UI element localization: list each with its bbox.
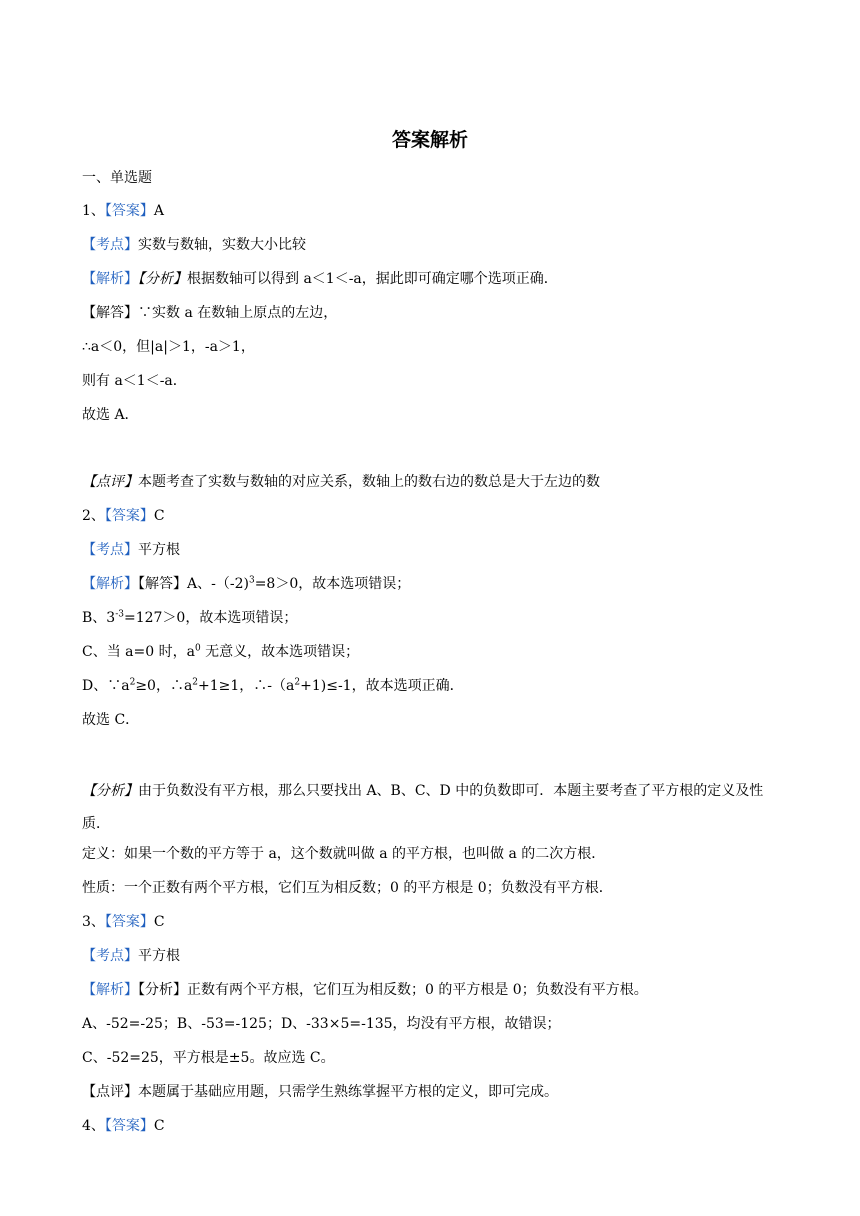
option-d-part-1: D、∵a bbox=[82, 678, 130, 694]
option-b-post: =127＞0，故本选项错误； bbox=[123, 610, 298, 626]
q2-property: 性质：一个正数有两个平方根，它们互为相反数；0 的平方根是 0；负数没有平方根． bbox=[82, 880, 613, 896]
page-title: 答案解析 bbox=[391, 129, 468, 151]
q1-jiexi bbox=[82, 268, 782, 290]
q3-dianping: 【点评】本题属于基础应用题，只需学生熟练掌握平方根的定义，即可完成。 bbox=[82, 1084, 558, 1100]
answer-tag: 【答案】 bbox=[104, 914, 154, 930]
kaodian-tag: 【考点】 bbox=[82, 542, 138, 558]
q3-line-2: C、-52=25，平方根是±5。故应选 C。 bbox=[82, 1050, 335, 1066]
jiexi-tag: 【解析】 bbox=[82, 271, 138, 287]
kaodian-tag: 【考点】 bbox=[82, 237, 138, 253]
option-b-sup: -3 bbox=[115, 609, 124, 620]
fenxi-text: 由于负数没有平方根，那么只要找出 A、B、C、D 中的负数即可．本题主要考查了平方根的定义及性质． bbox=[82, 783, 764, 832]
q4-number: 4、 bbox=[82, 1118, 105, 1134]
option-d-sup-3: 2 bbox=[294, 677, 301, 688]
answer-value: C bbox=[153, 508, 165, 524]
jiexi-tag: 【解析】 bbox=[82, 982, 138, 998]
q1-jieda-line-1: 【解答】∵实数 a 在数轴上原点的左边， bbox=[82, 305, 338, 321]
answer-tag: 【答案】 bbox=[104, 203, 154, 219]
q2-kaodian bbox=[82, 539, 782, 561]
option-d-part-3: +1≥1，∴-（a bbox=[198, 678, 295, 694]
option-d-sup-1: 2 bbox=[129, 677, 136, 688]
q1-answer bbox=[82, 200, 782, 222]
q1-jieda-line-3: 则有 a＜1＜-a． bbox=[82, 373, 187, 389]
dianping-tag: 【点评】 bbox=[82, 474, 138, 490]
q3-line-1: A、-52=-25；B、-53=-125；D、-33×5=-135，均没有平方根，故错误； bbox=[82, 1016, 561, 1032]
q1-number: 1、 bbox=[82, 203, 105, 219]
answer-value: C bbox=[153, 1118, 165, 1134]
answer-value: C bbox=[153, 914, 165, 930]
q1-conclusion: 故选 A． bbox=[82, 407, 139, 423]
option-c-pre: C、当 a=0 时，a bbox=[82, 644, 195, 660]
q2-option-c bbox=[82, 641, 782, 663]
option-c-sup: 0 bbox=[194, 643, 201, 654]
q2-definition: 定义：如果一个数的平方等于 a，这个数就叫做 a 的平方根，也叫做 a 的二次方根． bbox=[82, 846, 606, 862]
q1-kaodian bbox=[82, 234, 782, 256]
jiexi-text: 根据数轴可以得到 a＜1＜-a，据此即可确定哪个选项正确． bbox=[187, 271, 558, 287]
kaodian-tag: 【考点】 bbox=[82, 948, 138, 964]
q2-answer bbox=[82, 505, 782, 527]
option-b-pre: B、3 bbox=[82, 610, 116, 626]
fenxi-tag: 【分析】 bbox=[138, 271, 187, 287]
q2-fenxi bbox=[82, 775, 782, 841]
q3-number: 3、 bbox=[82, 914, 105, 930]
option-a-sup: 3 bbox=[248, 575, 255, 586]
q2-option-d bbox=[82, 675, 782, 697]
option-d-sup-2: 2 bbox=[192, 677, 199, 688]
option-a-post: =8＞0，故本选项错误； bbox=[254, 576, 411, 592]
q3-answer bbox=[82, 911, 782, 933]
q1-jieda-line-2: ∴a＜0，但|a|＞1，-a＞1， bbox=[82, 339, 255, 355]
answer-tag: 【答案】 bbox=[104, 508, 154, 524]
option-c-post: 无意义，故本选项错误； bbox=[200, 644, 360, 660]
q3-jiexi bbox=[82, 979, 782, 1001]
kaodian-text: 实数与数轴，实数大小比较 bbox=[138, 237, 306, 253]
fenxi-tag: 【分析】 bbox=[82, 783, 138, 799]
answer-value: A bbox=[153, 203, 165, 219]
q2-option-b bbox=[82, 607, 782, 629]
option-a-pre: 【解答】A、-（-2) bbox=[138, 576, 249, 592]
option-d-part-4: +1)≤-1，故本选项正确． bbox=[300, 678, 464, 694]
q1-dianping bbox=[82, 471, 782, 493]
jiexi-tag: 【解析】 bbox=[82, 576, 138, 592]
q3-kaodian bbox=[82, 945, 782, 967]
answer-tag: 【答案】 bbox=[104, 1118, 154, 1134]
q2-conclusion: 故选 C． bbox=[82, 712, 140, 728]
jiexi-text: 【分析】正数有两个平方根，它们互为相反数；0 的平方根是 0；负数没有平方根。 bbox=[138, 982, 648, 998]
q2-number: 2、 bbox=[82, 508, 105, 524]
q4-answer bbox=[82, 1115, 782, 1137]
dianping-text: 本题考查了实数与数轴的对应关系，数轴上的数右边的数总是大于左边的数 bbox=[138, 474, 600, 490]
kaodian-text: 平方根 bbox=[138, 542, 180, 558]
section-heading: 一、单选题 bbox=[82, 170, 152, 186]
kaodian-text: 平方根 bbox=[138, 948, 180, 964]
q2-jiexi bbox=[82, 573, 782, 595]
option-d-part-2: ≥0，∴a bbox=[135, 678, 193, 694]
